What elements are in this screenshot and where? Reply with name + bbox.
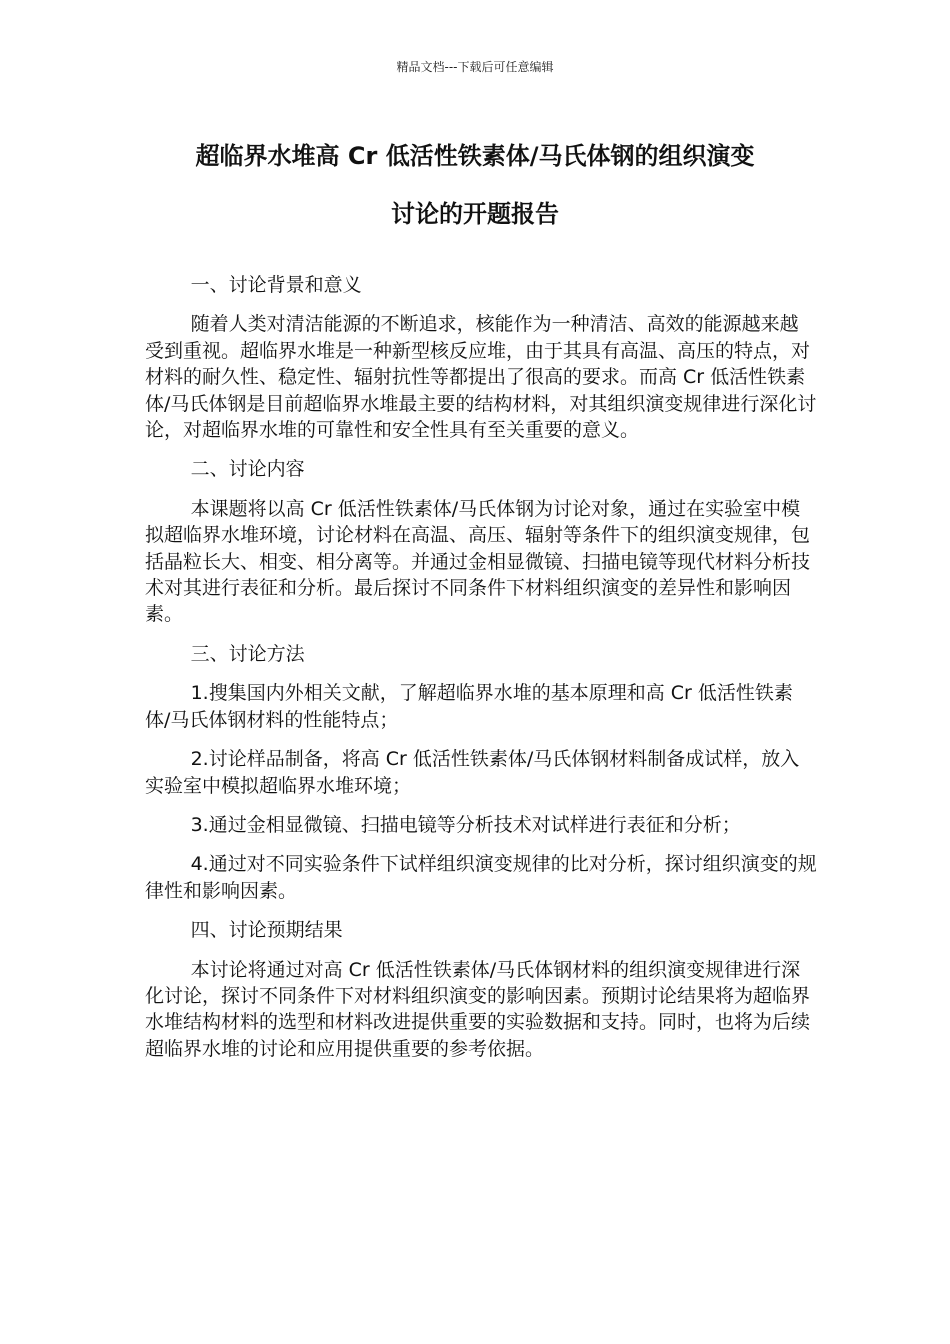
document-title-line-2: 讨论的开题报告	[391, 200, 559, 228]
section-heading-background: 一、讨论背景和意义	[190, 274, 362, 296]
paragraph-background: 随着人类对清洁能源的不断追求，核能作为一种清洁、高效的能源越来越受到重视。超临界水堆是一种新型核反应堆，由于其具有高温、高压的特点，对材料的耐久性、稳定性、辐射抗性等都提出了很高的要求。而高 Cr 低活性铁素体/马氏体钢是目前超临界水堆最主要的结构材料，对其组织演变规律进行深化讨论，对超临界水堆的可靠性和安全性具有至关重要的意义。	[145, 313, 817, 442]
paragraph-expected-results: 本讨论将通过对高 Cr 低活性铁素体/马氏体钢材料的组织演变规律进行深化讨论，探讨不同条件下对材料组织演变的影响因素。预期讨论结果将为超临界水堆结构材料的选型和材料改进提供重要的实验数据和支持。同时，也将为后续超临界水堆的讨论和应用提供重要的参考依据。	[145, 958, 811, 1060]
document-body	[145, 272, 817, 1075]
method-item-2: 2.讨论样品制备，将高 Cr 低活性铁素体/马氏体钢材料制备成试样，放入实验室中模拟超临界水堆环境；	[145, 748, 800, 797]
document-title-line-1: 超临界水堆高 Cr 低活性铁素体/马氏体钢的组织演变	[195, 142, 755, 170]
method-item-4: 4.通过对不同实验条件下试样组织演变规律的比对分析，探讨组织演变的规律性和影响因素。	[145, 853, 817, 902]
method-item-3: 3.通过金相显微镜、扫描电镜等分析技术对试样进行表征和分析；	[190, 813, 741, 836]
header-note: 精品文档---下载后可任意编辑	[396, 60, 554, 74]
section-heading-content: 二、讨论内容	[190, 458, 305, 481]
paragraph-content: 本课题将以高 Cr 低活性铁素体/马氏体钢为讨论对象，通过在实验室中模拟超临界水堆环境，讨论材料在高温、高压、辐射等条件下的组织演变规律，包括晶粒长大、相变、相分离等。并通过金相显微镜、扫描电镜等现代材料分析技术对其进行表征和分析。最后探讨不同条件下材料组织演变的差异性和影响因素。	[145, 497, 811, 626]
method-item-1: 1.搜集国内外相关文献，了解超临界水堆的基本原理和高 Cr 低活性铁素体/马氏体钢材料的性能特点；	[145, 682, 793, 731]
section-heading-expected-results: 四、讨论预期结果	[190, 919, 343, 942]
section-heading-method: 三、讨论方法	[190, 642, 305, 665]
